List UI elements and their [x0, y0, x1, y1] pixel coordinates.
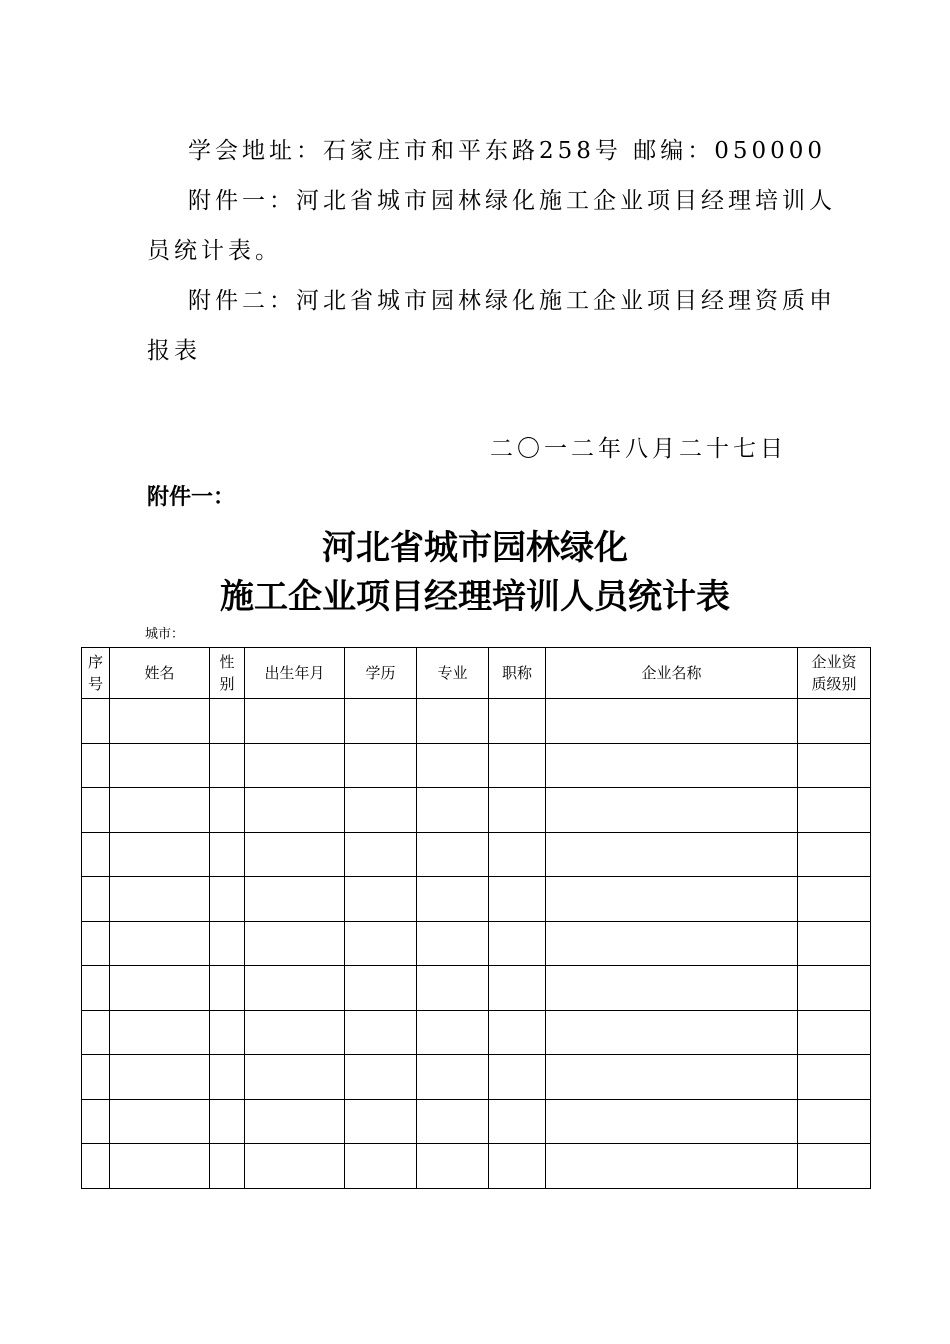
- table-cell[interactable]: [110, 832, 210, 877]
- form-title-line1: 河北省城市园林绿化: [322, 528, 628, 568]
- col-header-major: 专业: [417, 648, 489, 699]
- table-cell[interactable]: [546, 1144, 798, 1189]
- table-cell[interactable]: [210, 921, 245, 966]
- table-cell[interactable]: [82, 1010, 110, 1055]
- table-row: [82, 832, 871, 877]
- table-cell[interactable]: [489, 743, 546, 788]
- table-cell[interactable]: [546, 699, 798, 744]
- city-label: 城市：: [145, 627, 185, 642]
- table-cell[interactable]: [110, 743, 210, 788]
- table-cell[interactable]: [82, 877, 110, 922]
- attachment-two-line-cont: 报表: [147, 338, 201, 364]
- table-cell[interactable]: [417, 699, 489, 744]
- table-cell[interactable]: [798, 921, 871, 966]
- table-cell[interactable]: [489, 877, 546, 922]
- table-cell[interactable]: [417, 1055, 489, 1100]
- col-header-education: 学历: [345, 648, 417, 699]
- table-cell[interactable]: [82, 788, 110, 833]
- address-line: 学会地址：石家庄市和平东路258号 邮编：050000: [188, 138, 827, 164]
- table-cell[interactable]: [546, 743, 798, 788]
- table-cell[interactable]: [345, 1144, 417, 1189]
- table-cell[interactable]: [546, 1010, 798, 1055]
- table-cell[interactable]: [345, 832, 417, 877]
- table-cell[interactable]: [245, 832, 345, 877]
- table-row: [82, 1099, 871, 1144]
- table-cell[interactable]: [245, 966, 345, 1011]
- table-cell[interactable]: [110, 966, 210, 1011]
- table-cell[interactable]: [110, 921, 210, 966]
- table-cell[interactable]: [210, 788, 245, 833]
- table-cell[interactable]: [345, 1010, 417, 1055]
- table-cell[interactable]: [345, 921, 417, 966]
- table-cell[interactable]: [210, 743, 245, 788]
- table-cell[interactable]: [417, 832, 489, 877]
- table-cell[interactable]: [110, 877, 210, 922]
- table-cell[interactable]: [210, 1099, 245, 1144]
- table-cell[interactable]: [546, 877, 798, 922]
- table-row: [82, 921, 871, 966]
- table-cell[interactable]: [245, 921, 345, 966]
- table-cell[interactable]: [210, 966, 245, 1011]
- table-row: [82, 788, 871, 833]
- table-cell[interactable]: [110, 1144, 210, 1189]
- table-cell[interactable]: [546, 1055, 798, 1100]
- table-cell[interactable]: [110, 1099, 210, 1144]
- table-cell[interactable]: [489, 1010, 546, 1055]
- table-cell[interactable]: [417, 966, 489, 1011]
- table-row: [82, 743, 871, 788]
- table-cell[interactable]: [110, 699, 210, 744]
- table-cell[interactable]: [345, 1099, 417, 1144]
- table-cell[interactable]: [798, 877, 871, 922]
- table-cell[interactable]: [82, 1099, 110, 1144]
- table-cell[interactable]: [546, 788, 798, 833]
- table-row: [82, 699, 871, 744]
- attachment-two-line: 附件二：河北省城市园林绿化施工企业项目经理资质申: [188, 288, 836, 314]
- table-cell[interactable]: [546, 832, 798, 877]
- table-cell[interactable]: [210, 1144, 245, 1189]
- table-cell[interactable]: [417, 1144, 489, 1189]
- table-cell[interactable]: [798, 743, 871, 788]
- training-roster-table: [81, 647, 871, 1189]
- table-cell[interactable]: [489, 832, 546, 877]
- table-row: [82, 1144, 871, 1189]
- table-cell[interactable]: [345, 699, 417, 744]
- attachment-one-line-cont: 员统计表。: [147, 238, 282, 264]
- attachment-label: 附件一：: [147, 485, 236, 510]
- table-cell[interactable]: [489, 1055, 546, 1100]
- col-header-qualification: 企业资质级别: [798, 648, 871, 699]
- table-cell[interactable]: [345, 877, 417, 922]
- table-cell[interactable]: [245, 743, 345, 788]
- table-cell[interactable]: [245, 1144, 345, 1189]
- table-row: [82, 1055, 871, 1100]
- table-cell[interactable]: [798, 832, 871, 877]
- table-cell[interactable]: [417, 788, 489, 833]
- table-cell[interactable]: [245, 1055, 345, 1100]
- table-cell[interactable]: [798, 788, 871, 833]
- table-cell[interactable]: [417, 877, 489, 922]
- table-row: [82, 877, 871, 922]
- table-cell[interactable]: [245, 877, 345, 922]
- table-row: [82, 966, 871, 1011]
- table-cell[interactable]: [798, 1099, 871, 1144]
- table-cell[interactable]: [417, 921, 489, 966]
- table-cell[interactable]: [798, 1055, 871, 1100]
- table-cell[interactable]: [210, 1010, 245, 1055]
- table-cell[interactable]: [82, 1144, 110, 1189]
- table-cell[interactable]: [417, 1010, 489, 1055]
- table-cell[interactable]: [82, 921, 110, 966]
- attachment-one-line: 附件一：河北省城市园林绿化施工企业项目经理培训人: [188, 188, 836, 214]
- table-cell[interactable]: [82, 1055, 110, 1100]
- table-cell[interactable]: [489, 1099, 546, 1144]
- table-cell[interactable]: [345, 788, 417, 833]
- table-cell[interactable]: [798, 1144, 871, 1189]
- col-header-title: 职称: [489, 648, 546, 699]
- table-cell[interactable]: [210, 832, 245, 877]
- table-cell[interactable]: [82, 699, 110, 744]
- col-header-gender: 性别: [210, 648, 245, 699]
- col-header-birth: 出生年月: [245, 648, 345, 699]
- table-cell[interactable]: [489, 699, 546, 744]
- table-cell[interactable]: [82, 966, 110, 1011]
- col-header-index: 序号: [82, 648, 110, 699]
- table-cell[interactable]: [245, 1010, 345, 1055]
- form-title-line2: 施工企业项目经理培训人员统计表: [220, 577, 730, 617]
- table-cell[interactable]: [345, 966, 417, 1011]
- table-cell[interactable]: [110, 1055, 210, 1100]
- table-cell[interactable]: [210, 877, 245, 922]
- table-cell[interactable]: [210, 699, 245, 744]
- table-cell[interactable]: [245, 699, 345, 744]
- table-cell[interactable]: [546, 1099, 798, 1144]
- table-header-row: [82, 648, 871, 699]
- table-cell[interactable]: [82, 743, 110, 788]
- col-header-company: 企业名称: [546, 648, 798, 699]
- table-cell[interactable]: [245, 1099, 345, 1144]
- table-cell[interactable]: [245, 788, 345, 833]
- table-cell[interactable]: [417, 743, 489, 788]
- table-cell[interactable]: [546, 966, 798, 1011]
- document-date: 二〇一二年八月二十七日: [490, 436, 787, 462]
- table-cell[interactable]: [345, 743, 417, 788]
- table-cell[interactable]: [210, 1055, 245, 1100]
- table-cell[interactable]: [345, 1055, 417, 1100]
- table-cell[interactable]: [489, 1144, 546, 1189]
- table-cell[interactable]: [110, 788, 210, 833]
- table-cell[interactable]: [82, 832, 110, 877]
- table-cell[interactable]: [110, 1010, 210, 1055]
- table-cell[interactable]: [798, 699, 871, 744]
- table-cell[interactable]: [489, 921, 546, 966]
- col-header-name: 姓名: [110, 648, 210, 699]
- table-cell[interactable]: [798, 966, 871, 1011]
- table-cell[interactable]: [546, 921, 798, 966]
- table-row: [82, 1010, 871, 1055]
- table-cell[interactable]: [798, 1010, 871, 1055]
- table-cell[interactable]: [489, 966, 546, 1011]
- table-cell[interactable]: [417, 1099, 489, 1144]
- table-cell[interactable]: [489, 788, 546, 833]
